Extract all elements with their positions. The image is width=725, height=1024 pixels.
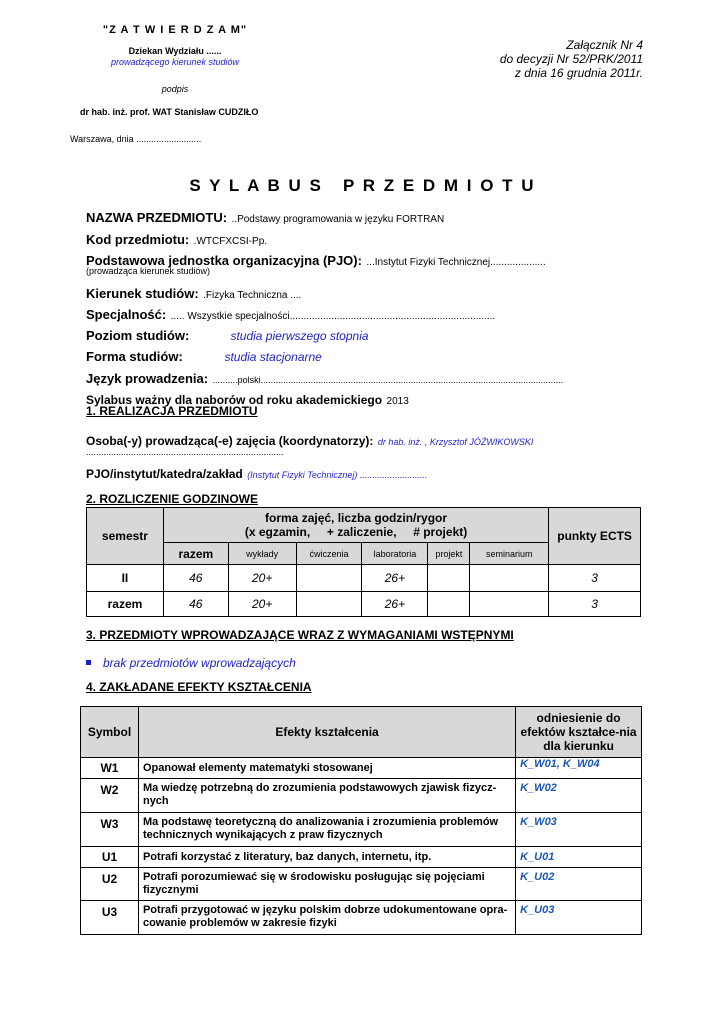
cell-effect: Ma podstawę teoretyczną do analizowania i zrozumienia problemów technicznych wynikających z praw fizycznych	[138, 813, 515, 847]
effects-table	[80, 706, 642, 935]
level-value: studia pierwszego stopnia	[230, 329, 369, 343]
unit-note: (prowadząca kierunek studiów)	[86, 266, 211, 276]
unit-label: Podstawowa jednostka organizacyjna (PJO):	[86, 253, 362, 268]
attachment-line3: z dnia 16 grudnia 2011r.	[514, 66, 643, 80]
cell-projekt	[428, 565, 470, 592]
coordinator-value: dr hab. inż. , Krzysztof JÓŹWIKOWSKI	[377, 437, 534, 447]
code-row	[86, 231, 267, 249]
pjo-label: PJO/instytut/katedra/zakład	[86, 467, 243, 481]
cell-symbol: W1	[81, 758, 139, 779]
cell-symbol: U3	[81, 901, 139, 935]
cell-effect: Potrafi korzystać z literatury, baz danych, internetu, itp.	[138, 847, 515, 868]
cell-wyklady: 20+	[228, 592, 296, 617]
cell-seminarium	[470, 592, 549, 617]
cell-seminarium	[470, 565, 549, 592]
hdr-seminarium: seminarium	[470, 543, 549, 565]
table-row	[81, 901, 642, 935]
cell-symbol: W3	[81, 813, 139, 847]
cell-reference: K_U03	[516, 901, 642, 935]
attachment-line1: Załącznik Nr 4	[566, 38, 643, 52]
section2-heading: 2. ROZLICZENIE GODZINOWE	[86, 492, 259, 506]
language-label: Język prowadzenia:	[86, 371, 209, 386]
section3-heading: 3. PRZEDMIOTY WPROWADZAJĄCE WRAZ Z WYMAGANIAMI WSTĘPNYMI	[86, 628, 514, 642]
spec-value: ..... Wszystkie specjalności..........................................................................	[170, 311, 496, 322]
cell-ects: 3	[549, 565, 641, 592]
cell-reference: K_W03	[516, 813, 642, 847]
signature-label: podpis	[161, 84, 189, 94]
table-row	[87, 565, 641, 592]
cell-reference: K_W01, K_W04	[516, 758, 642, 779]
cell-symbol: W2	[81, 779, 139, 813]
dean-name: dr hab. inż. prof. WAT Stanisław CUDZIŁO	[80, 107, 259, 117]
cell-effect: Opanował elementy matematyki stosowanej	[138, 758, 515, 779]
prereq-item	[86, 654, 296, 672]
language-value: ..........polski.........................................................................................................................	[212, 375, 564, 385]
place-date: Warszawa, dnia ..........................	[70, 134, 202, 144]
subject-name-label: NAZWA PRZEDMIOTU:	[86, 210, 228, 225]
dean-line: Dziekan Wydziału ......	[128, 46, 222, 56]
pjo-row	[86, 465, 427, 483]
table-row	[81, 847, 642, 868]
spec-label: Specjalność:	[86, 307, 167, 322]
cell-ects: 3	[549, 592, 641, 617]
level-label: Poziom studiów:	[86, 328, 190, 343]
bullet-icon	[86, 660, 91, 665]
section4-heading: 4. ZAKŁADANE EFEKTY KSZTAŁCENIA	[86, 680, 312, 694]
hdr-forma-line1: forma zajęć, liczba godzin/rygor	[265, 511, 448, 525]
hdr-wyklady: wykłady	[228, 543, 296, 565]
table-row	[87, 592, 641, 617]
dean-sub: prowadzącego kierunek studiów	[110, 57, 240, 67]
hdr-forma	[163, 508, 548, 543]
cell-reference: K_U01	[516, 847, 642, 868]
cell-effect: Potrafi przygotować w języku polskim dobrze udokumentowane opra-cowanie problemów w zakresie fizyki	[138, 901, 515, 935]
subject-name-value: ..Podstawy programowania w języku FORTRAN	[231, 214, 445, 225]
hdr-forma-line2: (x egzamin, + zaliczenie, # projekt)	[244, 525, 468, 539]
table-row	[81, 868, 642, 901]
field-value: .Fizyka Techniczna ....	[203, 290, 302, 301]
form-label: Forma studiów:	[86, 349, 183, 364]
document-title: S Y L A B U S P R Z E D M I O T U	[189, 176, 536, 195]
spec-row	[86, 306, 495, 324]
hdr-razem: razem	[163, 543, 228, 565]
cell-laboratoria: 26+	[362, 592, 428, 617]
hdr-semestr: semestr	[87, 508, 164, 565]
hdr-laboratoria: laboratoria	[362, 543, 428, 565]
coordinator-dots: ...............................................................................	[86, 447, 284, 457]
valid-value: 2013	[386, 396, 409, 407]
form-row	[86, 348, 322, 366]
hdr-symbol: Symbol	[81, 707, 139, 758]
hdr-projekt: projekt	[428, 543, 470, 565]
cell-reference: K_U02	[516, 868, 642, 901]
cell-cwiczenia	[296, 592, 362, 617]
cell-symbol: U2	[81, 868, 139, 901]
approval-title: "Z A T W I E R D Z A M"	[102, 24, 248, 36]
cell-cwiczenia	[296, 565, 362, 592]
cell-effect: Ma wiedzę potrzebną do zrozumienia podstawowych zjawisk fizycz-nych	[138, 779, 515, 813]
level-row	[86, 327, 369, 345]
code-value: .WTCFXCSI-Pp.	[193, 236, 268, 247]
cell-effect: Potrafi porozumiewać się w środowisku posługując się pojęciami fizycznymi	[138, 868, 515, 901]
section1-heading: 1. REALIZACJA PRZEDMIOTU	[86, 404, 258, 418]
prereq-text: brak przedmiotów wprowadzających	[103, 656, 296, 670]
code-label: Kod przedmiotu:	[86, 232, 190, 247]
coordinator-label: Osoba(-y) prowadząca(-e) zajęcia (koordynatorzy):	[86, 434, 374, 448]
table-row	[81, 779, 642, 813]
language-row	[86, 370, 563, 388]
hdr-cwiczenia: ćwiczenia	[296, 543, 362, 565]
cell-projekt	[428, 592, 470, 617]
hdr-reference: odniesienie do efektów kształce-nia dla kierunku	[516, 707, 642, 758]
cell-semestr: razem	[87, 592, 164, 617]
valid-label: Sylabus ważny dla naborów od roku akademickiego	[86, 393, 383, 407]
pjo-value: (Instytut Fizyki Technicznej) ...........................	[247, 470, 428, 480]
cell-laboratoria: 26+	[362, 565, 428, 592]
cell-semestr: II	[87, 565, 164, 592]
cell-razem: 46	[163, 592, 228, 617]
cell-reference: K_W02	[516, 779, 642, 813]
cell-wyklady: 20+	[228, 565, 296, 592]
field-label: Kierunek studiów:	[86, 286, 199, 301]
unit-value: ...Instytut Fizyki Technicznej....................	[366, 257, 546, 268]
attachment-line2: do decyzji Nr 52/PRK/2011	[499, 52, 643, 66]
form-value: studia stacjonarne	[224, 350, 322, 364]
hdr-effects: Efekty kształcenia	[138, 707, 515, 758]
cell-symbol: U1	[81, 847, 139, 868]
subject-name-row	[86, 209, 444, 227]
hours-table	[86, 507, 641, 617]
cell-razem: 46	[163, 565, 228, 592]
table-row	[81, 813, 642, 847]
field-row	[86, 285, 301, 303]
table-row	[81, 758, 642, 779]
hdr-ects: punkty ECTS	[549, 508, 641, 565]
